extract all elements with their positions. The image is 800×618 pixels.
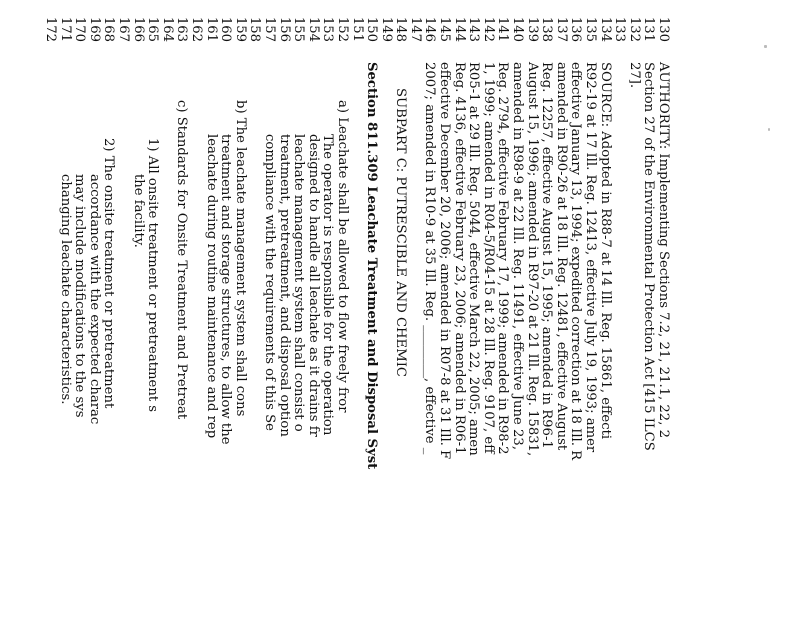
line-number: 139 — [524, 16, 540, 42]
source-line: effective January 13, 1994; expedited correction at 18 Ill. R — [568, 62, 584, 461]
paragraph-b-line: b) The leachate management system shall cons — [232, 100, 248, 417]
paragraph-c-line: c) Standards for Onsite Treatment and Pretreat — [174, 100, 190, 420]
line-number: 142 — [480, 16, 496, 42]
line-number: 133 — [612, 16, 628, 42]
line-number: 150 — [364, 16, 380, 42]
paragraph-a-line: treatment, pretreatment, and disposal option — [276, 134, 292, 437]
subparagraph-1-line: the facility. — [130, 174, 146, 248]
line-number: 166 — [130, 16, 146, 42]
subparagraph-1-line: 1) All onsite treatment or pretreatment s — [145, 138, 161, 413]
line-number: 170 — [72, 16, 88, 42]
line-number: 155 — [291, 16, 307, 42]
source-line: August 15, 1996; amended in R97-20 at 21 Ill. Reg. 15831, — [524, 62, 540, 457]
blank-line — [349, 62, 364, 469]
line-number: 157 — [261, 16, 277, 42]
line-number: 161 — [203, 16, 219, 42]
line-number: 140 — [510, 16, 526, 42]
line-number: 146 — [422, 16, 438, 42]
line-number: 158 — [247, 16, 263, 42]
blank-line — [378, 62, 393, 469]
blank-line — [612, 62, 627, 469]
line-number: 144 — [451, 16, 467, 42]
line-number: 132 — [626, 16, 642, 42]
line-number: 171 — [57, 16, 73, 42]
source-line: 1, 1999; amended in R04-5/R04-15 at 28 Ill. Reg. 9107, eff — [480, 62, 496, 454]
line-number: 143 — [466, 16, 482, 42]
line-number: 136 — [568, 16, 584, 42]
line-number: 165 — [145, 16, 161, 42]
authority-line: Section 27 of the Environmental Protection Act [415 ILCS — [641, 62, 657, 451]
source-line: amended in R90-26 at 18 Ill. Reg. 12481, effective August — [553, 62, 569, 451]
line-number: 151 — [349, 16, 365, 42]
document-body — [42, 62, 670, 469]
blank-line — [42, 62, 57, 469]
paragraph-b-line: treatment and storage structures, to allow the — [218, 134, 234, 445]
blank-line — [407, 62, 422, 469]
line-number: 130 — [656, 16, 671, 42]
source-line: SOURCE: Adopted in R88-7 at 14 Ill. Reg. 15861, effecti — [597, 62, 613, 440]
line-number: 141 — [495, 16, 511, 42]
blank-line — [188, 62, 203, 469]
line-number-column — [42, 8, 670, 42]
line-number: 145 — [437, 16, 453, 42]
subparagraph-2-line: may include modifications to the sys — [72, 174, 88, 418]
source-line: effective December 20, 2006; amended in R07-8 at 31 Ill. F — [437, 62, 453, 460]
line-number: 163 — [174, 16, 190, 42]
line-number: 169 — [86, 16, 102, 42]
subpart-heading: SUBPART C: PUTRESCIBLE AND CHEMIC — [393, 88, 409, 377]
paragraph-b-line: leachate during routine maintenance and rep — [203, 134, 219, 439]
scan-speck — [764, 45, 767, 48]
line-number: 162 — [189, 16, 204, 42]
line-number: 168 — [101, 16, 117, 42]
paragraph-a-line: leachate management system shall consist o — [291, 134, 307, 432]
source-line: 2007; amended in R10-9 at 35 Ill. Reg. ________, effective _ — [422, 62, 438, 455]
line-number: 160 — [218, 16, 234, 42]
source-line: amended in R98-9 at 22 Ill. Reg. 11491, effective June 23, — [510, 62, 526, 451]
authority-line: 27]. — [626, 62, 642, 89]
line-number: 134 — [597, 16, 613, 42]
line-number: 156 — [276, 16, 292, 42]
subparagraph-2-line: changing leachate characteristics. — [57, 174, 73, 405]
line-number: 147 — [407, 16, 423, 42]
blank-line — [247, 62, 262, 469]
line-number: 138 — [539, 16, 555, 42]
line-number: 135 — [583, 16, 599, 42]
line-number: 149 — [378, 16, 394, 42]
line-number: 153 — [320, 16, 336, 42]
paragraph-a-line: designed to handle all leachate as it drains fr — [305, 134, 321, 437]
paragraph-a-line: compliance with the requirements of this Se — [261, 134, 277, 431]
subparagraph-2-line: accordance with the expected charac — [86, 174, 102, 425]
scan-speck — [768, 128, 770, 131]
blank-line — [159, 62, 174, 469]
subparagraph-2-line: 2) The onsite treatment or pretreatment — [101, 138, 117, 409]
paragraph-a-line: The operator is responsible for the operation — [320, 134, 336, 436]
section-heading: Section 811.309 Leachate Treatment and Disposal Syst — [364, 62, 380, 470]
line-number: 154 — [305, 16, 321, 42]
source-line: R05-1 at 29 Ill. Reg. 5044, effective March 22, 2005; amen — [466, 62, 482, 456]
line-number: 152 — [334, 16, 350, 42]
authority-line: AUTHORITY: Implementing Sections 7.2, 21, 21.1, 22, 2 — [656, 62, 671, 438]
line-number: 172 — [43, 16, 59, 42]
line-number: 164 — [159, 16, 175, 42]
line-number: 167 — [116, 16, 132, 42]
line-number: 131 — [641, 16, 657, 42]
source-line: Reg. 12257, effective August 15, 1995; amended in R96-1 — [539, 62, 555, 449]
blank-line — [115, 62, 130, 469]
line-number: 159 — [232, 16, 248, 42]
paragraph-a-line: a) Leachate shall be allowed to flow freely fror — [334, 100, 350, 413]
source-line: Reg. 4136, effective February 23, 2006; amended in R06-1 — [451, 62, 467, 455]
line-number: 137 — [553, 16, 569, 42]
source-line: Reg. 2794, effective February 17, 1999; amended in R98-2 — [495, 62, 511, 455]
line-number: 148 — [393, 16, 409, 42]
source-line: R92-19 at 17 Ill. Reg. 12413, effective July 19, 1993; amer — [583, 62, 599, 453]
